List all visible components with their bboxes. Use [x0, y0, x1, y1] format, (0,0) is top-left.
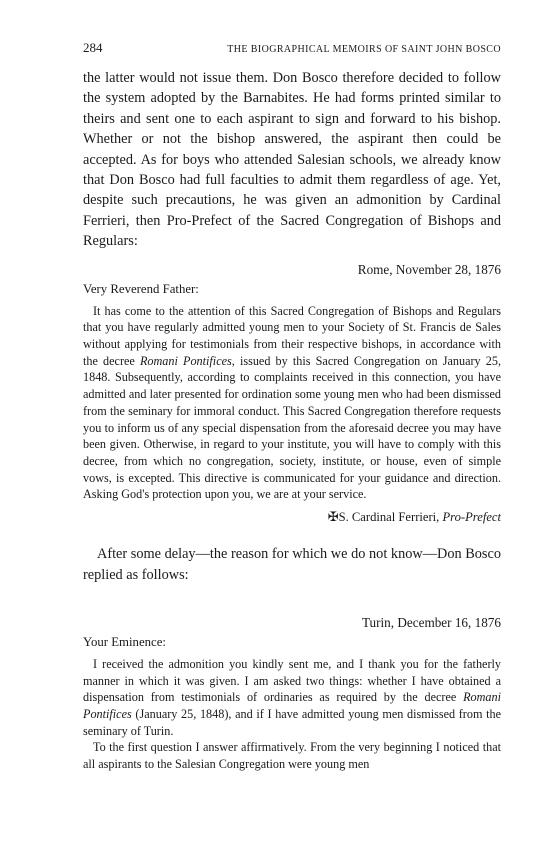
decree-title: Romani Pontifices: [139, 353, 232, 368]
reply-salutation: Your Eminence:: [83, 634, 166, 649]
intro-paragraph: the latter would not issue them. Don Bosco therefore decided to follow the system adopted by the Barnabites. He had forms printed similar to theirs and sent one to each aspirant to sign and forward to his bishop. Whether or not the bishop answered, the aspirant then could be accepted. As for boys who attended Salesian schools, we already know that Don Bosco had full faculties to admit them regardless of age. Yet, despite such precautions, he was given an admonition by Cardinal Ferrieri, then Pro-Prefect of the Sacred Congregation of Bishops and Regulars:: [83, 70, 501, 250]
letter-dateline: Rome, November 28, 1876: [357, 261, 501, 277]
letter-body-text-cont: , issued by this Sacred Congregation on January 25, 1848. Subsequently, according to complaints received in this connection, you have admitted and later presented for ordination some young men who had been dismissed from the seminary for immoral conduct. This Sacred Congregation therefore requests you to inform us of any special dispensation from the aforesaid decree you may have been given. Otherwise, in regard to your institute, you will have to comply with this decree, from which no congregation, society, institute, or house, even of simple vows, is excepted. This directive is communicated for your guidance and direction. Asking God's protection upon you, we are at your service.: [83, 353, 502, 502]
reply-paragraph-2: To the first question I answer affirmatively. From the very beginning I noticed that all aspirants to the Salesian Congregation were young men: [83, 740, 501, 772]
reply-dateline: Turin, December 16, 1876: [361, 614, 501, 630]
page-number: 284: [83, 40, 103, 55]
letter-rome: [83, 261, 501, 526]
narrative-paragraph: After some delay—the reason for which we do not know—Don Bosco replied as follows:: [83, 546, 501, 583]
letter-body: [83, 303, 501, 503]
running-head: THE BIOGRAPHICAL MEMOIRS OF SAINT JOHN BOSCO: [227, 44, 501, 55]
letter-body-text: It has come to the attention of this Sacred Congregation of Bishops and Regulars that you have regularly admitted young men to your Society of St. Francis de Sales without applying for testimonials from their respective bishops, in accordance with the decree: [83, 303, 501, 368]
reply-paragraph-1: [83, 656, 501, 740]
reply-text: I received the admonition you kindly sent me, and I thank you for the fatherly manner in which it was given. I am asked two things: whether I have obtained a dispensation from testimonials of ordinaries as required by the decree: [83, 656, 501, 705]
reply-text-cont: (January 25, 1848), and if I have admitted young men dismissed from the seminary of Turin.: [83, 707, 501, 738]
page-header: [83, 40, 501, 60]
signature-title: Pro-Prefect: [442, 510, 501, 525]
book-page: [83, 40, 501, 773]
signature-name: S. Cardinal Ferrieri,: [338, 510, 443, 525]
letter-salutation: Very Reverend Father:: [83, 281, 199, 296]
letter-signature: [83, 508, 501, 526]
decree-title: Romani Pontifices: [83, 690, 501, 722]
letter-turin: [83, 614, 501, 773]
cross-icon: ✠: [327, 509, 339, 525]
